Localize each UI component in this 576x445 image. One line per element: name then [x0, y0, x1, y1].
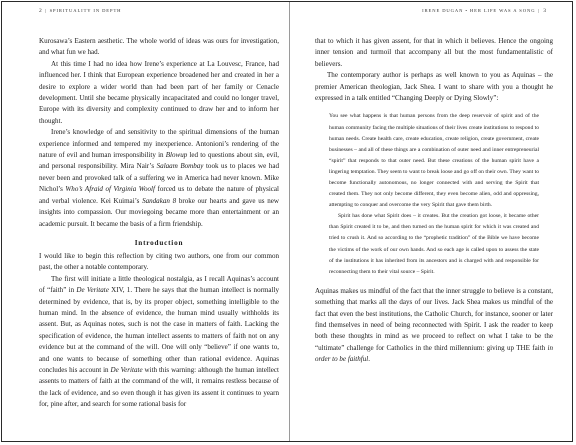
left-running-header: 2 | SPIRITUALITY IN DEPTH: [39, 8, 122, 14]
paragraph-films: Irene’s knowledge of and sensitivity to the spiritual dimensions of the human experience informed and tempered my inexperience. Antonioni’s rendering of the nature of evil and human irresponsibility in Blowup led to questions about sin, evil, and personal responsibility. Mira Nair’s Salaam Bombay took us to places we had never been and provoked talk of a suffering we in America had never known. Mike Nichol’s Who’s Afraid of Virginia Woolf forced us to debate the nature of physical and verbal violence. Kei Kuimai’s Sandakan 8 broke our hearts and gave us new insights into compassion. Our moviegoing became more than entertainment or an academic pursuit. It became the basis of a firm friendship.: [39, 128, 279, 228]
left-running-head: SPIRITUALITY IN DEPTH: [49, 8, 122, 13]
right-page: [290, 2, 574, 441]
right-running-header: IRENE DUGAN • HER LIFE WAS A SONG | 3: [422, 8, 546, 14]
block-quote: [315, 111, 553, 277]
right-page-number: 3: [543, 8, 546, 14]
left-body-text: [39, 36, 279, 411]
right-body-text: [315, 36, 553, 366]
right-running-head: IRENE DUGAN • HER LIFE WAS A SONG: [422, 8, 536, 13]
book-spread: [1, 1, 573, 442]
paragraph: The contemporary author is perhaps as well known to you as Aquinas – the premier American theologian, Jack Shea. I want to share with you a thought he expressed in a talk entitled “Changing Deeply or Dying Slowly”:: [315, 71, 553, 103]
quote-paragraph: Spirit has done what Spirit does – it creates. But the creation got loose, it became other than Spirit created it to be, and then turned on the human spirit for which it was created and tried to crush it. And so according to the “prophetic tradition” of the Bible we have become the victims of the work of our own hands. And so each age is called upon to assess the state of the institutions it has inherited from its ancestors and is charged with and responsible for reconnecting them to their vital source – Spirit.: [329, 213, 539, 275]
paragraph-aquinas: The first will initiate a little theological nostalgia, as I recall Aquinas’s account of “faith” in De Veritate XIV, 1. There he says that the human intellect is normally determined by evidence, that is, by its proper object, something intelligible to the human mind. In the absence of evidence, the human mind usually withholds its assent. But, as Aquinas notes, such is not the case in matters of faith. Lacking the specification of evidence, the human intellect assents to matters of faith not on any evidence but at the command of the will. One will only “believe” if one wants to, and one wants to because of something other than rational evidence. Aquinas concludes his account in De Veritate with this warning: although the human intellect assents to matters of faith at the command of the will, it remains restless because of the lack of evidence, and so even though it has given its assent it continues to yearn for, pine after, and search for some rational basis for: [39, 274, 280, 409]
paragraph: that to which it has given assent, for that in which it believes. Hence the ongoing inner tension and turmoil that accompany all but the most fundamentalistic of believers.: [315, 37, 553, 68]
paragraph-conclusion: Aquinas makes us mindful of the fact that the inner struggle to believe is a constant, something that marks all the days of our lives. Jack Shea makes us mindful of the fact that even the best institutions, the Catholic Church, for instance, sooner or later find themselves in need of being reconnected with Spirit. I ask the reader to keep both these thoughts in mind as we proceed to reflect on what I take to be the “ultimate” challenge for Catholics in the third millennium: giving up THE faith in order to be faithful.: [315, 286, 553, 364]
quote-paragraph: You see what happens is that human persons from the deep reservoir of spirit and of the human community facing the multiple situations of their lives create institutions to respond to human needs. Create health care, create education, create religion, create government, create businesses – and all of these things are a combination of outer need and inner entrepreneurial “spirit” that responds to that outer need. But these creations of the human spirit have a lingering temptation. They seem to want to break loose and go off on their own. They want to become functionally autonomous, no longer connected with and serving the Spirit that created them. They not only become different, they even become alien, odd and oppressing, attempting to conquer and overcome the very Spirit that gave them birth.: [329, 113, 539, 209]
paragraph: At this time I had no idea how Irene’s experience at La Louvesc, France, had influenced her. I think that European experience broadened her and created in her a desire to explore a wider world than had been part of her family or Cenacle development. Until she became physically incapacitated and could no longer travel, Europe with its diversity and complexity continued to draw her and to inform her thought.: [39, 59, 279, 125]
left-page-number: 2: [39, 8, 42, 14]
intro-paragraph: I would like to begin this reflection by citing two authors, one from our common past, the other a notable contemporary.: [39, 251, 279, 272]
paragraph: Kurosawa’s Eastern aesthetic. The whole world of ideas was ours for investigation, and what fun we had.: [39, 37, 279, 57]
left-page: [2, 2, 289, 441]
section-heading: Introduction: [134, 238, 184, 247]
